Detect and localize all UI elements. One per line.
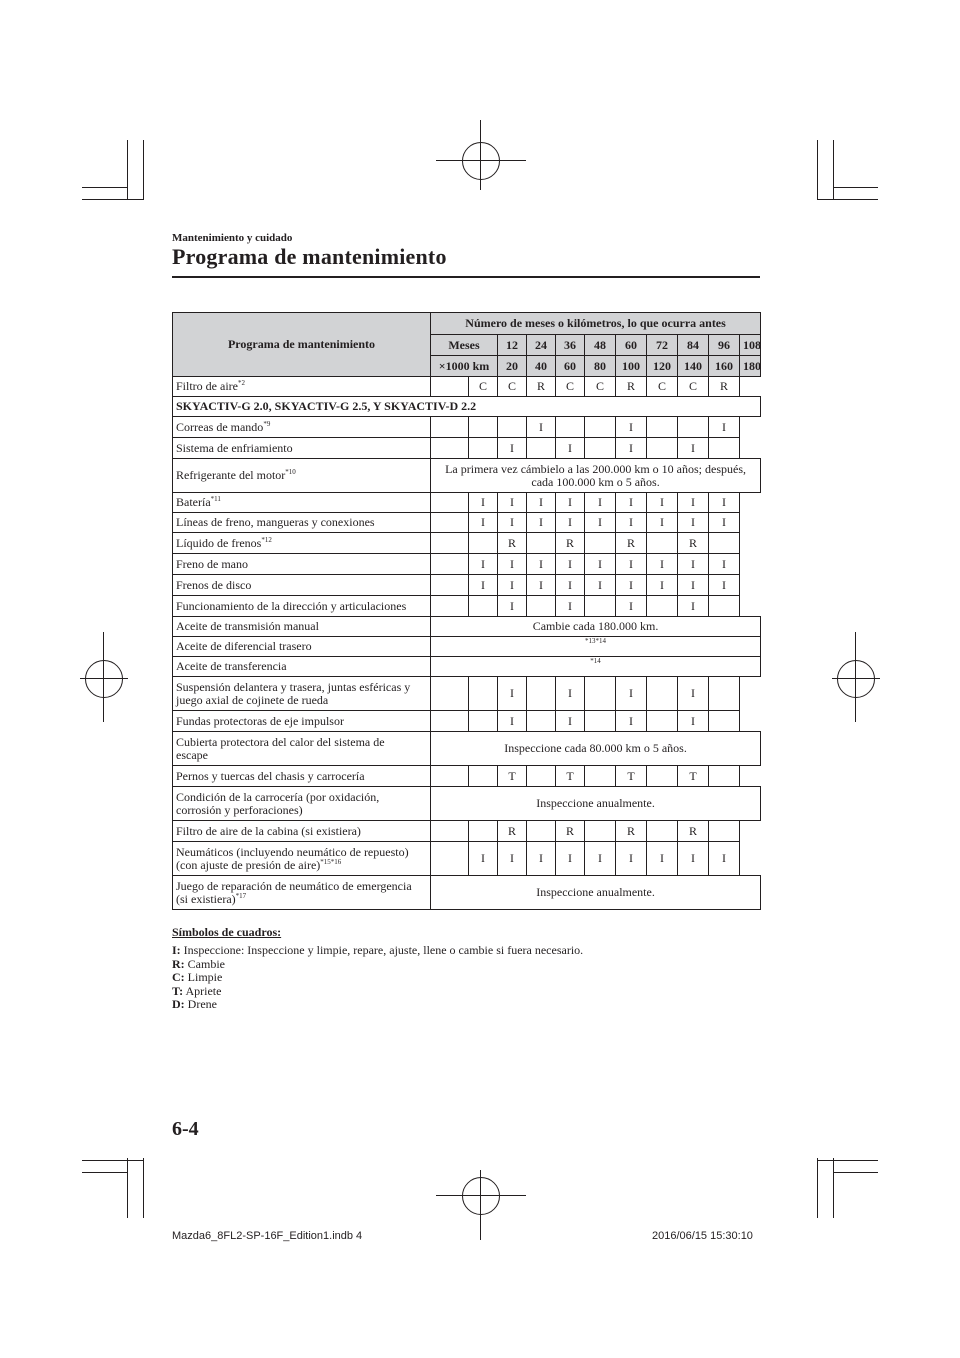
schedule-cell: I (616, 677, 647, 711)
schedule-cell: I (556, 711, 585, 732)
schedule-cell: I (527, 575, 556, 596)
schedule-cell: I (527, 493, 556, 513)
page-number: 6-4 (172, 1118, 199, 1140)
schedule-cell: I (678, 596, 709, 617)
row-bolts: Pernos y tuercas del chasis y carrocería T T T T (173, 766, 761, 787)
schedule-cell (527, 533, 556, 554)
schedule-cell: I (678, 575, 709, 596)
km-cell: 60 (556, 356, 585, 377)
schedule-cell: I (709, 554, 740, 575)
month-cell: 72 (647, 335, 678, 356)
schedule-cell: R (616, 821, 647, 842)
schedule-cell: C (678, 377, 709, 397)
row-cooling: Sistema de enfriamiento I I I I (173, 438, 761, 459)
schedule-cell (527, 821, 556, 842)
month-cell: 96 (709, 335, 740, 356)
coolant-span-text: La primera vez cámbielo a las 200.000 km o 10 años; después, cada 100.000 km o 5 años. (431, 459, 761, 493)
footer-filename: Mazda6_8FL2-SP-16F_Edition1.indb 4 (172, 1230, 363, 1242)
schedule-cell (585, 596, 616, 617)
schedule-cell: R (498, 821, 527, 842)
schedule-cell: I (469, 513, 498, 533)
legend-item: R: Cambie (172, 956, 225, 971)
month-cell: 36 (556, 335, 585, 356)
schedule-cell (647, 766, 678, 787)
month-cell: 12 (498, 335, 527, 356)
schedule-cell: I (527, 842, 556, 876)
schedule-cell: I (498, 596, 527, 617)
schedule-cell (709, 596, 740, 617)
schedule-cell (647, 417, 678, 438)
row-parking-brake: Freno de mano I I I I I I I I I (173, 554, 761, 575)
schedule-cell: I (585, 842, 616, 876)
schedule-cell: T (498, 766, 527, 787)
schedule-cell: R (678, 533, 709, 554)
schedule-cell (469, 711, 498, 732)
schedule-cell: I (647, 842, 678, 876)
schedule-cell: I (556, 575, 585, 596)
schedule-cell (585, 533, 616, 554)
schedule-cell (527, 677, 556, 711)
schedule-cell: I (498, 493, 527, 513)
page-title: Programa de mantenimiento (172, 244, 447, 269)
km-cell: 140 (678, 356, 709, 377)
schedule-cell (647, 438, 678, 459)
row-coolant: Refrigerante del motor$^{*10}$ La primera vez cámbielo a las 200.000 km o 10 años; después, cada 100.000 km o 5 años. (173, 459, 761, 493)
schedule-cell: I (616, 493, 647, 513)
schedule-cell (527, 438, 556, 459)
schedule-cell: R (616, 533, 647, 554)
schedule-cell: I (498, 438, 527, 459)
km-cell: 20 (498, 356, 527, 377)
schedule-cell (527, 711, 556, 732)
schedule-cell: I (527, 554, 556, 575)
schedule-cell: I (498, 575, 527, 596)
schedule-cell: R (556, 821, 585, 842)
schedule-cell: I (469, 575, 498, 596)
row-steering: Funcionamiento de la dirección y articulaciones I I I I (173, 596, 761, 617)
schedule-cell: I (616, 417, 647, 438)
months-label: Meses (431, 335, 498, 356)
schedule-cell: I (585, 513, 616, 533)
row-boots: Fundas protectoras de eje impulsor I I I I (173, 711, 761, 732)
schedule-cell: I (709, 842, 740, 876)
schedule-cell (498, 417, 527, 438)
schedule-cell (709, 766, 740, 787)
schedule-cell (469, 533, 498, 554)
schedule-cell (469, 821, 498, 842)
maintenance-schedule-table (172, 312, 761, 910)
schedule-cell (647, 596, 678, 617)
month-cell: 48 (585, 335, 616, 356)
legend-item: T: Apriete (172, 983, 222, 998)
schedule-cell: I (556, 438, 585, 459)
schedule-cell (647, 711, 678, 732)
row-suspension: Suspensión delantera y trasera, juntas esféricas y juego axial de cojinete de rueda I I I I (173, 677, 761, 711)
month-cell: 24 (527, 335, 556, 356)
schedule-cell: I (556, 842, 585, 876)
row-manual-trans: Aceite de transmisión manual Cambie cada 180.000 km. (173, 617, 761, 637)
schedule-cell: I (498, 513, 527, 533)
schedule-cell: C (498, 377, 527, 397)
schedule-cell: I (469, 493, 498, 513)
schedule-cell (678, 417, 709, 438)
schedule-cell (469, 417, 498, 438)
row-label: Filtro de aire$^{*2}$ (173, 377, 431, 397)
schedule-cell: I (498, 842, 527, 876)
schedule-cell: I (585, 554, 616, 575)
month-cell: 60 (616, 335, 647, 356)
footer-timestamp: 2016/06/15 15:30:10 (652, 1230, 753, 1242)
schedule-cell: R (556, 533, 585, 554)
schedule-cell: R (498, 533, 527, 554)
schedule-cell: R (616, 377, 647, 397)
schedule-cell (647, 821, 678, 842)
schedule-cell (585, 821, 616, 842)
schedule-cell: I (556, 554, 585, 575)
schedule-cell (527, 766, 556, 787)
row-brake-fluid: Líquido de frenos$^{*12}$ R R R R (173, 533, 761, 554)
row-rear-diff: Aceite de diferencial trasero $^{*13*14}$ (173, 637, 761, 657)
schedule-cell: I (585, 493, 616, 513)
schedule-cell (469, 766, 498, 787)
row-disc-brakes: Frenos de disco I I I I I I I I I (173, 575, 761, 596)
schedule-cell: I (678, 711, 709, 732)
schedule-cell: I (647, 493, 678, 513)
row-belts: Correas de mando$^{*9}$ I I I (173, 417, 761, 438)
km-cell: 40 (527, 356, 556, 377)
schedule-cell: I (498, 711, 527, 732)
schedule-cell: C (556, 377, 585, 397)
legend-heading: Símbolos de cuadros: (172, 925, 282, 939)
schedule-cell (585, 711, 616, 732)
schedule-cell: I (678, 513, 709, 533)
schedule-cell: I (556, 513, 585, 533)
schedule-cell (709, 711, 740, 732)
row-air-filter (173, 377, 761, 397)
schedule-cell: I (469, 842, 498, 876)
schedule-cell: I (616, 596, 647, 617)
month-cell: 108 (740, 335, 761, 356)
schedule-cell: I (616, 842, 647, 876)
row-brake-lines: Líneas de freno, mangueras y conexiones I I I I I I I I I (173, 513, 761, 533)
schedule-cell: I (585, 575, 616, 596)
engine-section-heading: SKYACTIV-G 2.0, SKYACTIV-G 2.5, Y SKYACTIV-D 2.2 (173, 397, 761, 417)
km-cell: 80 (585, 356, 616, 377)
schedule-cell: R (527, 377, 556, 397)
schedule-cell: I (647, 575, 678, 596)
schedule-cell: I (556, 596, 585, 617)
schedule-cell: T (556, 766, 585, 787)
schedule-cell: I (616, 711, 647, 732)
legend-item: C: Limpie (172, 970, 223, 985)
row-battery: Batería$^{*11}$ I I I I I I I I I (173, 493, 761, 513)
km-cell: 180 (740, 356, 761, 377)
schedule-cell (585, 766, 616, 787)
schedule-cell: I (498, 677, 527, 711)
schedule-cell (585, 677, 616, 711)
schedule-cell (527, 596, 556, 617)
schedule-cell: I (678, 677, 709, 711)
schedule-cell: I (616, 575, 647, 596)
schedule-cell: I (647, 554, 678, 575)
schedule-cell: R (678, 821, 709, 842)
row-tires: Neumáticos (incluyendo neumático de repuesto) (con ajuste de presión de aire)$^{*15*16}$ I I I I I I I I I (173, 842, 761, 876)
schedule-cell: C (585, 377, 616, 397)
row-cabin-filter: Filtro de aire de la cabina (si existiera) R R R R (173, 821, 761, 842)
section-label: Mantenimiento y cuidado (172, 232, 293, 244)
schedule-cell: I (616, 438, 647, 459)
km-cell: 160 (709, 356, 740, 377)
km-label: ×1000 km (431, 356, 498, 377)
schedule-cell: R (709, 377, 740, 397)
schedule-cell: I (678, 438, 709, 459)
schedule-cell: I (647, 513, 678, 533)
schedule-cell (647, 677, 678, 711)
schedule-cell: I (527, 513, 556, 533)
schedule-cell: I (678, 554, 709, 575)
km-cell: 100 (616, 356, 647, 377)
legend (172, 926, 583, 1011)
schedule-cell: I (709, 575, 740, 596)
schedule-cell: I (709, 417, 740, 438)
month-cell: 84 (678, 335, 709, 356)
schedule-cell: I (498, 554, 527, 575)
schedule-cell: I (616, 554, 647, 575)
schedule-cell: T (616, 766, 647, 787)
schedule-cell: I (709, 493, 740, 513)
row-body-condition: Condición de la carrocería (por oxidación, corrosión y perforaciones) Inspeccione anualmente. (173, 787, 761, 821)
schedule-cell: I (556, 677, 585, 711)
schedule-cell (709, 821, 740, 842)
schedule-cell: I (678, 493, 709, 513)
legend-item: D: Drene (172, 997, 217, 1012)
schedule-cell: I (469, 554, 498, 575)
span-header: Número de meses o kilómetros, lo que ocurra antes (431, 313, 761, 335)
schedule-cell: I (616, 513, 647, 533)
km-cell: 120 (647, 356, 678, 377)
legend-item: I: Inspeccione: Inspeccione y limpie, repare, ajuste, llene o cambie si fuera necesario. (172, 943, 584, 958)
schedule-cell (709, 533, 740, 554)
schedule-cell (709, 438, 740, 459)
row-repair-kit: Juego de reparación de neumático de emergencia (si existiera)$^{*17}$ Inspeccione anualmente. (173, 876, 761, 910)
schedule-cell: C (647, 377, 678, 397)
schedule-cell (469, 677, 498, 711)
schedule-cell (585, 438, 616, 459)
corner-header: Programa de mantenimiento (173, 313, 431, 377)
schedule-cell: C (469, 377, 498, 397)
schedule-cell (469, 438, 498, 459)
schedule-cell (709, 677, 740, 711)
schedule-cell: I (527, 417, 556, 438)
schedule-cell: I (556, 493, 585, 513)
schedule-cell (556, 417, 585, 438)
schedule-cell: I (678, 842, 709, 876)
schedule-cell: T (678, 766, 709, 787)
schedule-cell: I (709, 513, 740, 533)
schedule-cell (647, 533, 678, 554)
title-rule (172, 276, 760, 278)
row-transfer: Aceite de transferencia $^{*14}$ (173, 657, 761, 677)
schedule-cell (469, 596, 498, 617)
row-heat-shield: Cubierta protectora del calor del sistema de escape Inspeccione cada 80.000 km o 5 años. (173, 732, 761, 766)
schedule-cell (585, 417, 616, 438)
